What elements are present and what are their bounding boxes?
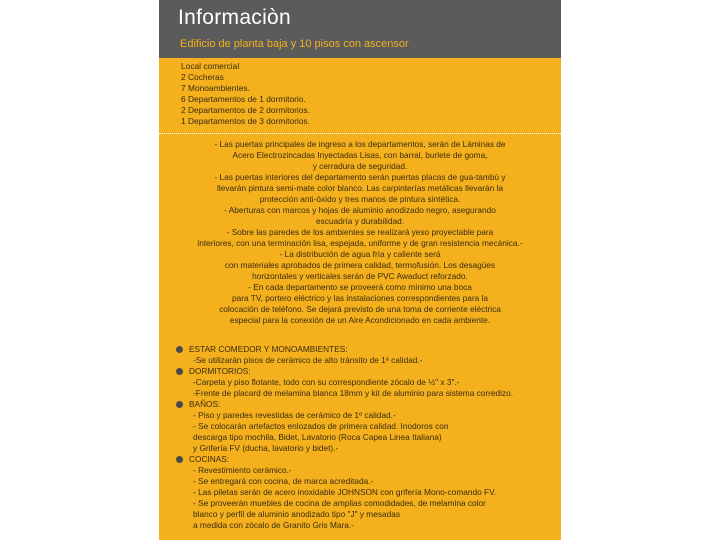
room-line: - Se entregará con cocina, de marca acreditada.- <box>193 476 374 486</box>
room-bathrooms <box>159 399 561 454</box>
spec-line: Acero Electrozincadas Inyectadas Lisas, con barral, burlete de goma, <box>232 150 488 160</box>
spec-line: - La distribución de agua fría y caliente será <box>279 249 441 259</box>
building-subtitle: Edificio de planta baja y 10 pisos con ascensor <box>180 38 409 50</box>
spec-line: para TV, portero eléctrico y las instalaciones correspondientes para la <box>232 293 488 303</box>
room-title: COCINAS: <box>189 454 230 464</box>
unit-item: 2 Departamentos de 2 dormitorios. <box>181 105 310 115</box>
spec-line: llevarán pintura semi-mate color blanco. Las carpinterías metálicas llevarán la <box>217 183 503 193</box>
room-bedrooms <box>159 366 561 399</box>
spec-line: - Las puertas interiores del departamento serán puertas placas de gua-tambú y <box>214 172 506 182</box>
unit-item: 6 Departamentos de 1 dormitorio. <box>181 94 306 104</box>
specifications-block <box>169 139 551 326</box>
spec-line: con materiales aprobados de primera calidad, termofusión. Los desagües <box>224 260 496 270</box>
spec-line: escuadría y durabilidad. <box>315 216 405 226</box>
spec-line: protección anti-óxido y tres manos de pintura sintética. <box>259 194 461 204</box>
dotted-divider <box>159 133 561 134</box>
info-sheet <box>159 0 561 540</box>
room-line: - Se proveerán muebles de cocina de amplias comodidades, de melamina color <box>193 498 486 508</box>
unit-item: 7 Monoambientes. <box>181 83 250 93</box>
bullet-icon <box>176 346 183 353</box>
room-line: - Se colocarán artefactos enlozados de primera calidad. Inodoros con <box>193 421 449 431</box>
spec-line: interiores, con una terminación lisa, espejada, uniforme y de gran resistencia mecánica.- <box>197 238 523 248</box>
spec-line: - Las puertas principales de ingreso a los departamentos, serán de Láminas de <box>214 139 506 149</box>
unit-item: 2 Cocheras <box>181 72 224 82</box>
room-title: ESTAR COMEDOR Y MONOAMBIENTES: <box>189 344 348 354</box>
room-line: y Grifería FV (ducha, lavatorio y bidet).- <box>193 443 339 453</box>
spec-line: horizontales y verticales serán de PVC Awaduct reforzado. <box>252 271 468 281</box>
spec-line: colocación de teléfono. Se dejará previsto de una toma de corriente eléctrica <box>219 304 501 314</box>
room-line: -Carpeta y piso flotante, todo con su correspondiente zócalo de ½" x 3".- <box>193 377 460 387</box>
spec-line: - Sobre las paredes de los ambientes se realizará yeso proyectable para <box>226 227 494 237</box>
spec-line: - Aberturas con marcos y hojas de aluminio anodizado negro, asegurando <box>224 205 496 215</box>
spec-line: y cerradura de seguridad. <box>312 161 408 171</box>
room-line: - Las piletas serán de acero inoxidable JOHNSON con grifería Mono-comando FV. <box>193 487 497 497</box>
room-line: blanco y perfil de aluminio anodizado tipo "J" y mesadas <box>193 509 400 519</box>
unit-item: 1 Departamentos de 3 dormitorios. <box>181 116 310 126</box>
room-line: descarga tipo mochila, Bidet, Lavatorio (Roca Capea Linea Italiana) <box>193 432 442 442</box>
units-list <box>181 61 310 127</box>
room-line: - Piso y paredes revestidas de cerámico de 1º calidad.- <box>193 410 396 420</box>
room-line: - Revestimiento cerámico.- <box>193 465 292 475</box>
room-line: -Se utilizarán pisos de cerámico de alto tránsito de 1ª calidad.- <box>193 355 423 365</box>
spec-line: especial para la conexión de un Aire Acondicionado en cada ambiente. <box>229 315 491 325</box>
header-bar <box>159 0 561 58</box>
room-kitchens <box>159 454 561 531</box>
rooms-section <box>159 344 561 531</box>
spec-line: - En cada departamento se proveerá como mínimo una boca <box>248 282 472 292</box>
page-title: Informaciòn <box>178 6 292 29</box>
bullet-icon <box>176 368 183 375</box>
room-title: BAÑOS: <box>189 399 221 409</box>
room-living <box>159 344 561 366</box>
room-line: a medida con zócalo de Granito Gris Mara.- <box>193 520 354 530</box>
room-line: -Frente de placard de melamina blanca 18mm y kit de aluminio para sistema corredizo. <box>193 388 514 398</box>
bullet-icon <box>176 456 183 463</box>
room-title: DORMITORIOS: <box>189 366 251 376</box>
unit-item: Local comercial <box>181 61 240 71</box>
bullet-icon <box>176 401 183 408</box>
